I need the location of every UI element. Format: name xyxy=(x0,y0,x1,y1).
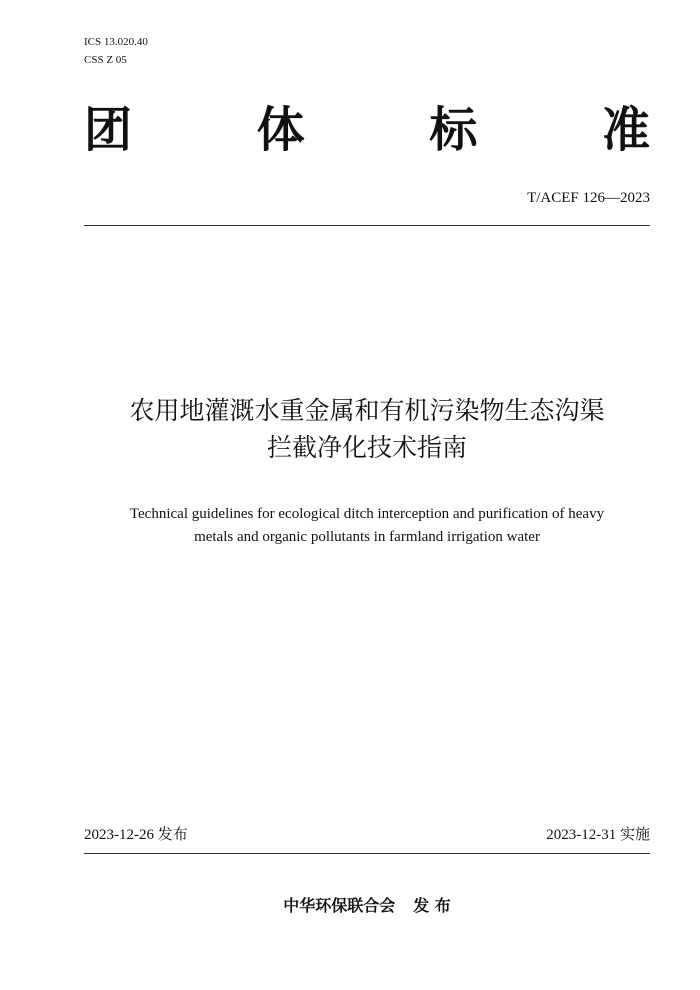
standard-type-char: 团 xyxy=(84,102,133,158)
publisher-action: 发 布 xyxy=(413,896,451,915)
standard-type-char: 体 xyxy=(256,102,305,158)
implementation-date: 2023-12-31 实施 xyxy=(546,827,650,843)
standard-type-heading xyxy=(84,100,650,160)
ics-code: ICS 13.020.40 xyxy=(84,36,148,48)
bottom-divider xyxy=(84,853,650,854)
css-code: CSS Z 05 xyxy=(84,54,127,66)
standard-number: T/ACEF 126—2023 xyxy=(527,190,650,206)
issue-date: 2023-12-26 发布 xyxy=(84,827,188,843)
english-title-line: metals and organic pollutants in farmland irrigation water xyxy=(194,529,540,545)
standard-type-char: 准 xyxy=(601,102,650,158)
publisher-name: 中华环保联合会 xyxy=(283,896,396,915)
chinese-title-line: 农用地灌溉水重金属和有机污染物生态沟渠 xyxy=(129,396,605,425)
top-divider xyxy=(84,225,650,226)
chinese-title-line: 拦截净化技术指南 xyxy=(266,433,467,462)
chinese-title xyxy=(84,392,650,466)
english-title xyxy=(84,503,650,549)
english-title-line: Technical guidelines for ecological ditch interception and purification of heavy xyxy=(129,506,605,522)
standard-type-char: 标 xyxy=(429,102,478,158)
publisher-line xyxy=(84,893,650,916)
